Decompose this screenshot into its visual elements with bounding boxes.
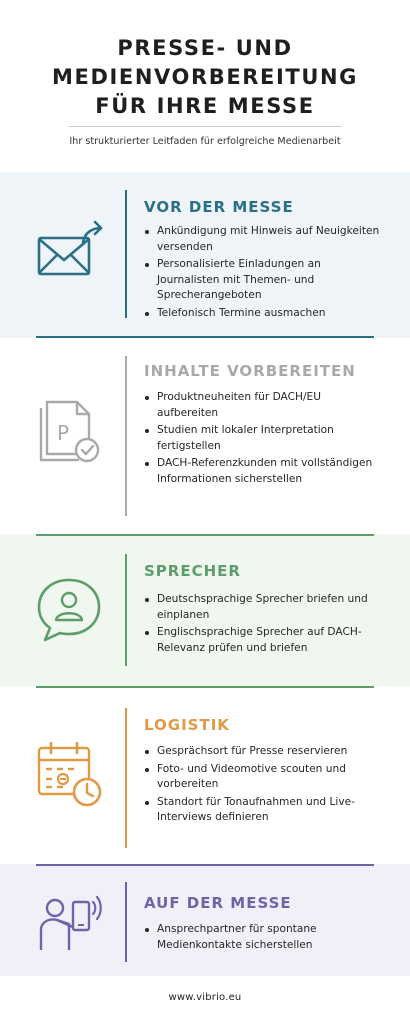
section-bullet-list — [144, 390, 384, 490]
section-sprecher — [0, 534, 410, 686]
envelope-forward-icon — [33, 218, 105, 290]
section-top-line — [36, 534, 374, 536]
list-item: Gesprächsort für Presse reservieren — [144, 744, 384, 760]
list-item: Foto- und Videomotive scouten und vorbereiten — [144, 762, 384, 793]
page-title — [0, 34, 410, 121]
section-title: LOGISTIK — [144, 716, 230, 734]
section-title: INHALTE VORBEREITEN — [144, 362, 356, 380]
section-inhalte-vorbereiten — [0, 338, 410, 534]
section-title: AUF DER MESSE — [144, 894, 292, 912]
section-top-line — [36, 864, 374, 866]
title-line-3: FÜR IHRE MESSE — [95, 94, 315, 118]
list-item: Standort für Tonaufnahmen und Live-Interviews definieren — [144, 795, 384, 826]
document-check-icon — [33, 394, 105, 466]
calendar-clock-icon — [33, 738, 105, 810]
section-bullet-list — [144, 224, 384, 324]
speaker-bubble-icon — [33, 574, 105, 646]
section-divider-vertical — [125, 882, 127, 962]
list-item: Deutschsprachige Sprecher briefen und einplanen — [144, 592, 384, 623]
page-subtitle: Ihr strukturierter Leitfaden für erfolgreiche Medienarbeit — [69, 136, 341, 147]
section-divider-vertical — [125, 708, 127, 848]
section-bullet-list — [144, 744, 384, 828]
svg-text:P: P — [57, 421, 70, 445]
section-bullet-list — [144, 592, 384, 658]
section-divider-vertical — [125, 554, 127, 666]
section-bullet-list — [144, 922, 384, 955]
person-phone-icon — [33, 884, 105, 956]
section-divider-vertical — [125, 190, 127, 318]
list-item: Ankündigung mit Hinweis auf Neuigkeiten versenden — [144, 224, 384, 255]
list-item: Produktneuheiten für DACH/EU aufbereiten — [144, 390, 384, 421]
list-item: Ansprechpartner für spontane Medienkontakte sicherstellen — [144, 922, 384, 953]
section-logistik — [0, 688, 410, 864]
section-divider-vertical — [125, 356, 127, 516]
section-auf-der-messe — [0, 864, 410, 976]
section-vor-der-messe — [0, 172, 410, 338]
section-title: SPRECHER — [144, 562, 241, 580]
list-item: Englischsprachige Sprecher auf DACH-Relevanz prüfen und briefen — [144, 625, 384, 656]
title-line-1: PRESSE- UND — [117, 36, 293, 60]
list-item: Telefonisch Termine ausmachen — [144, 306, 384, 322]
title-line-2: MEDIENVORBEREITUNG — [52, 65, 358, 89]
list-item: DACH-Referenzkunden mit vollständigen Informationen sicherstellen — [144, 456, 384, 487]
section-title: VOR DER MESSE — [144, 198, 294, 216]
title-divider — [68, 126, 342, 127]
footer-url: www.vibrio.eu — [168, 992, 242, 1003]
list-item: Studien mit lokaler Interpretation fertigstellen — [144, 423, 384, 454]
list-item: Personalisierte Einladungen an Journalisten mit Themen- und Sprecherangeboten — [144, 257, 384, 304]
